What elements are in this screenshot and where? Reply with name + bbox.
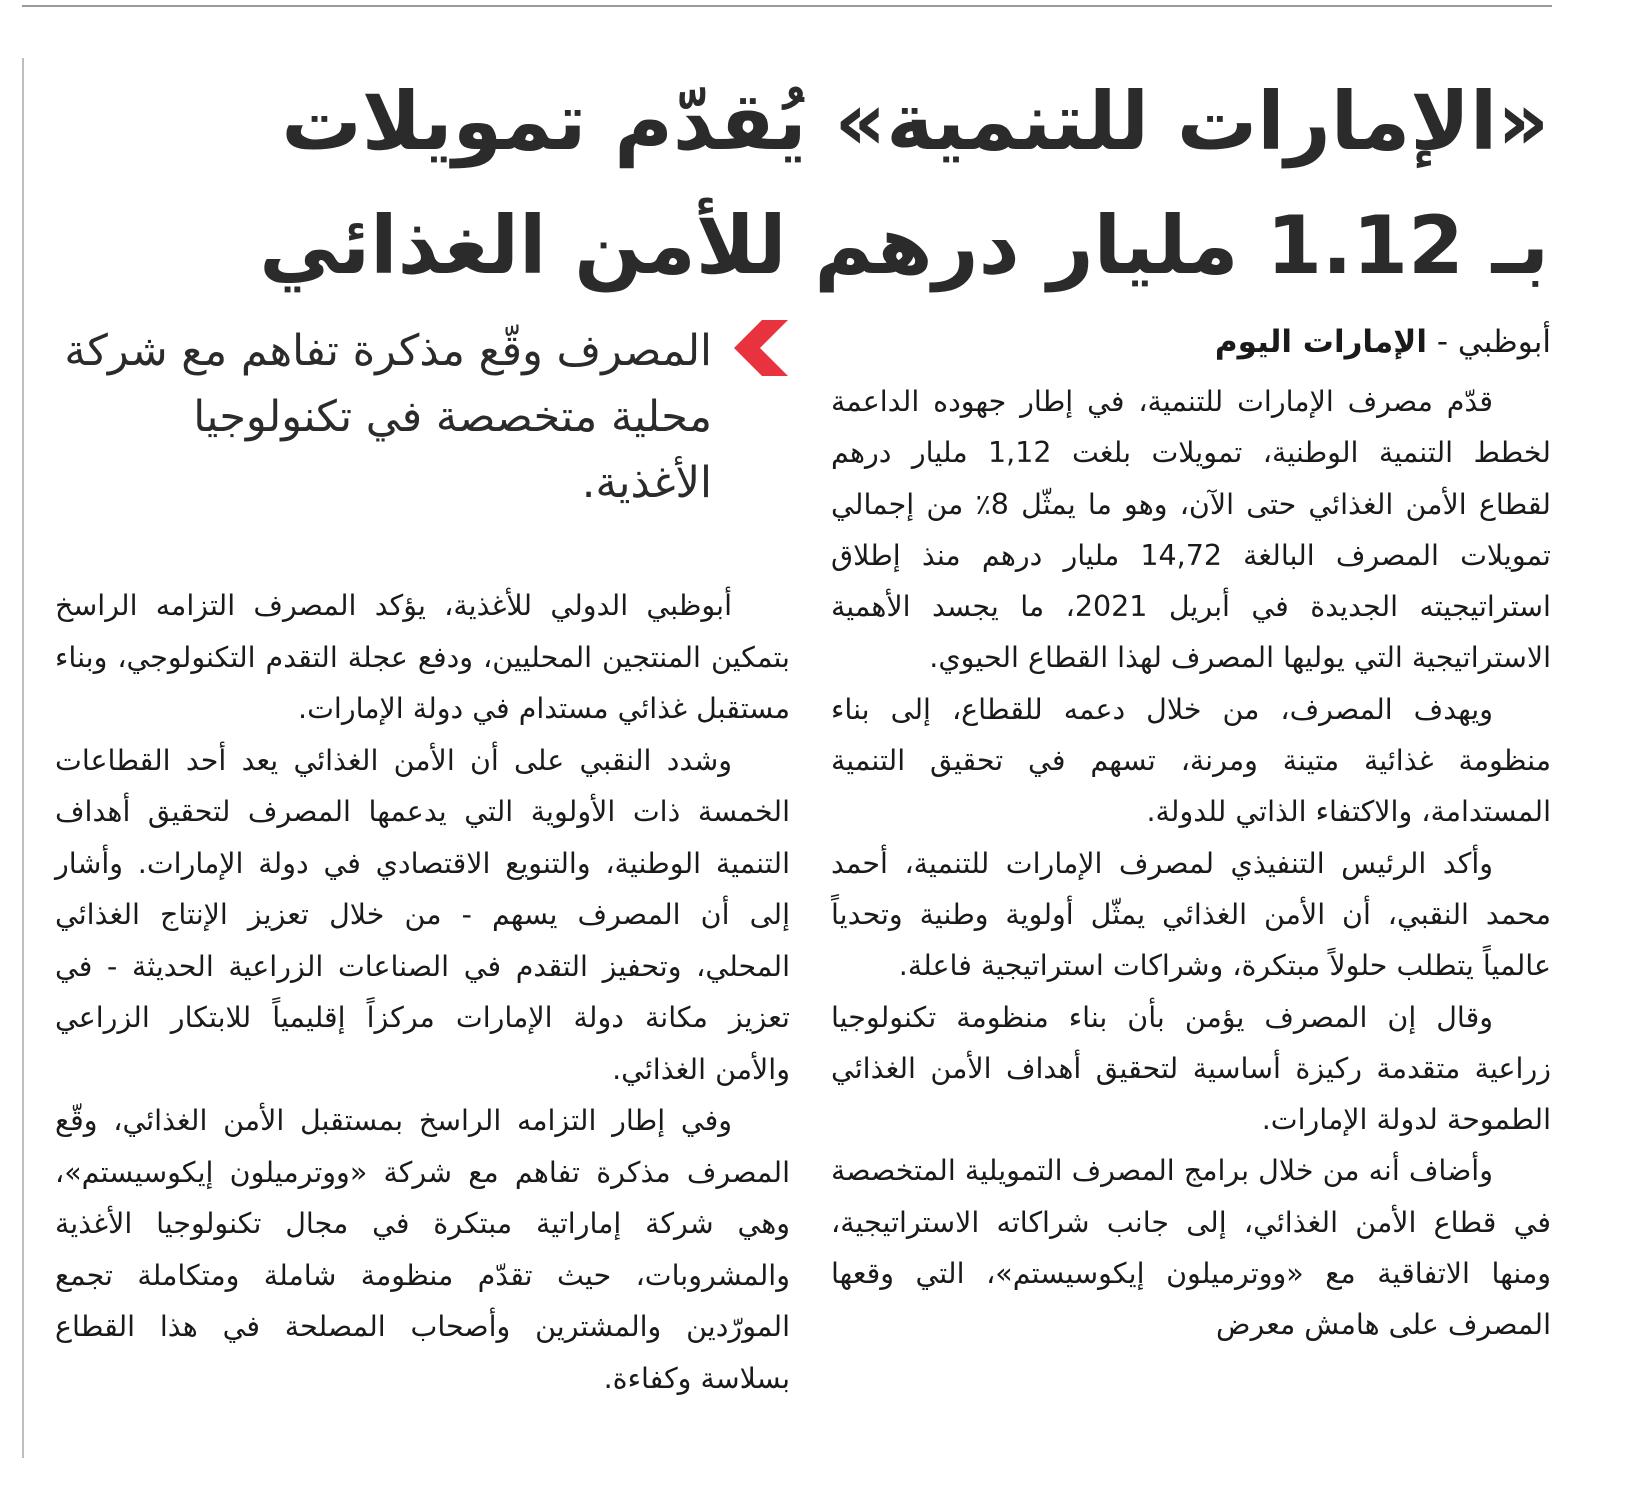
byline-place: أبوظبي -	[1436, 324, 1551, 360]
body-text-left	[55, 580, 790, 1404]
headline-line-1: «الإمارات للتنمية» يُقدّم تمويلات	[281, 75, 1549, 168]
subheadline	[55, 318, 790, 516]
paragraph: وقال إن المصرف يؤمن بأن بناء منظومة تكنولوجيا زراعية متقدمة ركيزة أساسية لتحقيق أهداف الأمن الغذائي الطموحة لدولة الإمارات.	[831, 1000, 1551, 1137]
subhead-text: المصرف وقّع مذكرة تفاهم مع شركة محلية متخصصة في تكنولوجيا الأغذية.	[64, 326, 712, 508]
body-text-right	[831, 376, 1551, 1351]
headline	[169, 60, 1549, 308]
top-rule	[22, 5, 1552, 7]
paragraph: وأضاف أنه من خلال برامج المصرف التمويلية المتخصصة في قطاع الأمن الغذائي، إلى جانب شراكاته الاستراتيجية، ومنها الاتفاقية مع «ووترميلون إيكوسيستم»، التي وقعها المصرف على هامش معرض	[831, 1154, 1551, 1342]
paragraph: وأكد الرئيس التنفيذي لمصرف الإمارات للتنمية، أحمد محمد النقبي، أن الأمن الغذائي يمثّل أولوية وطنية وتحدياً عالمياً يتطلب حلولاً مبتكرة، وشراكات استراتيجية فاعلة.	[831, 846, 1551, 983]
paragraph: أبوظبي الدولي للأغذية، يؤكد المصرف التزامه الراسخ بتمكين المنتجين المحليين، ودفع عجلة التقدم التكنولوجي، وبناء مستقبل غذائي مستدام في دولة الإمارات.	[55, 589, 790, 725]
article-column-right	[831, 320, 1551, 1351]
paragraph: ويهدف المصرف، من خلال دعمه للقطاع، إلى بناء منظومة غذائية متينة ومرنة، تسهم في تحقيق التنمية المستدامة، والاكتفاء الذاتي للدولة.	[831, 692, 1551, 829]
byline	[831, 320, 1551, 364]
chevron-left-icon	[732, 320, 790, 376]
left-margin-rule	[22, 58, 24, 1458]
paragraph: وشدد النقبي على أن الأمن الغذائي يعد أحد القطاعات الخمسة ذات الأولوية التي يدعمها المصرف لتحقيق أهداف التنمية الوطنية، والتنويع الاقتصادي في دولة الإمارات. وأشار إلى أن المصرف يسهم - من خلال تعزيز الإنتاج الغذائي المحلي، وتحفيز التقدم في الصناعات الزراعية الحديثة - في تعزيز مكانة دولة الإمارات مركزاً إقليمياً للابتكار الزراعي والأمن الغذائي.	[55, 743, 790, 1086]
paragraph: وفي إطار التزامه الراسخ بمستقبل الأمن الغذائي، وقّع المصرف مذكرة تفاهم مع شركة «ووترميلون إيكوسيستم»، وهي شركة إماراتية مبتكرة في مجال تكنولوجيا الأغذية والمشروبات، حيث تقدّم منظومة شاملة ومتكاملة تجمع المورّدين والمشترين وأصحاب المصلحة في هذا القطاع بسلاسة وكفاءة.	[55, 1104, 790, 1395]
paragraph: قدّم مصرف الإمارات للتنمية، في إطار جهوده الداعمة لخطط التنمية الوطنية، تمويلات بلغت 1,12 مليار درهم لقطاع الأمن الغذائي حتى الآن، وهو ما يمثّل 8٪ من إجمالي تمويلات المصرف البالغة 14,72 مليار درهم منذ إطلاق استراتيجيته الجديدة في أبريل 2021، ما يجسد الأهمية الاستراتيجية التي يوليها المصرف لهذا القطاع الحيوي.	[831, 385, 1551, 675]
article-column-left	[55, 318, 790, 1404]
byline-source: الإمارات اليوم	[1214, 324, 1427, 360]
headline-line-2: بـ 1.12 مليار درهم للأمن الغذائي	[259, 199, 1549, 292]
